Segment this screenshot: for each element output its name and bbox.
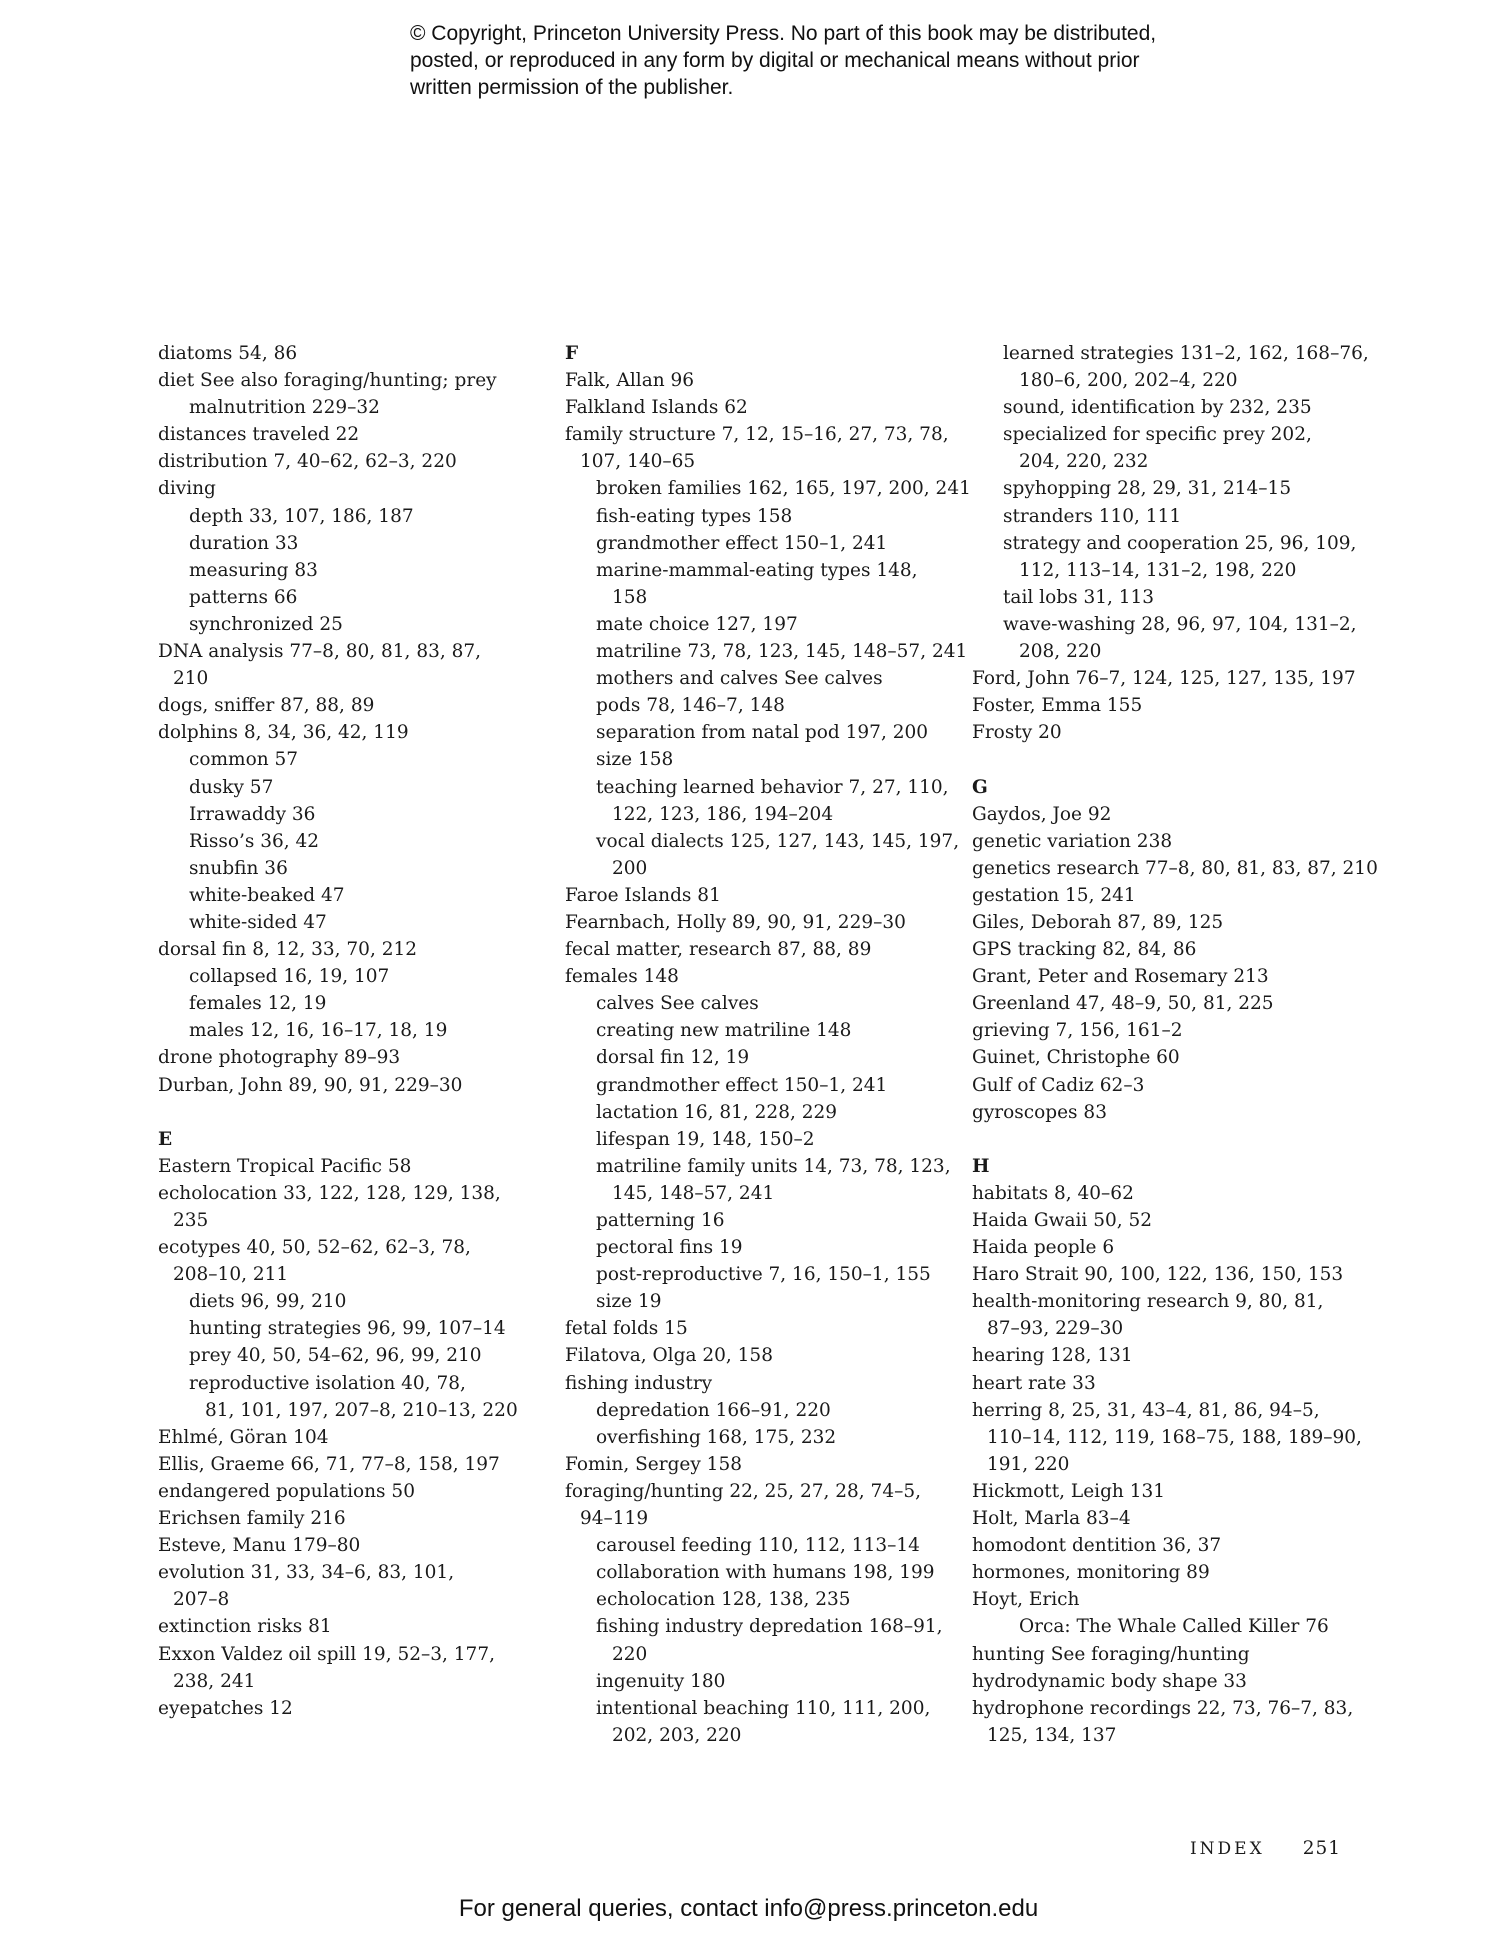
entry-line: Haro Strait 90, 100, 122, 136, 150, 153 <box>972 1264 1344 1286</box>
entry-line: dolphins 8, 34, 36, 42, 119 <box>158 722 409 744</box>
index-entry <box>972 1261 1352 1288</box>
entry-line: learned strategies 131–2, 162, 168–76, <box>1003 343 1369 364</box>
entry-line: hearing 128, 131 <box>972 1345 1133 1367</box>
index-entry <box>565 394 945 421</box>
entry-line: distances traveled 22 <box>158 424 360 446</box>
index-entry <box>565 882 945 909</box>
entry-line: strategy and cooperation 25, 96, 109, <box>1003 532 1357 554</box>
index-subentry <box>158 828 518 855</box>
section-letter: E <box>158 1128 173 1150</box>
entry-line: tail lobs 31, 113 <box>1003 586 1155 608</box>
index-subentry <box>565 692 945 719</box>
entry-line: gestation 15, 241 <box>972 884 1136 906</box>
entry-line: gyroscopes 83 <box>972 1101 1107 1123</box>
index-entry <box>565 1478 945 1532</box>
entry-line: stranders 110, 111 <box>1003 505 1182 527</box>
index-subentry <box>565 1153 951 1207</box>
entry-continuation: 107, 140–65 <box>580 451 696 473</box>
index-entry <box>972 1668 1352 1695</box>
entry-line: diving <box>158 478 216 500</box>
entry-line: habitats 8, 40–62 <box>972 1182 1134 1204</box>
entry-line: creating new matriline 148 <box>596 1020 852 1042</box>
entry-continuation: 207–8 <box>173 1589 230 1611</box>
index-subentry <box>972 530 1357 584</box>
index-subentry <box>565 1234 945 1261</box>
index-subentry <box>565 1668 945 1695</box>
index-entry <box>972 936 1352 963</box>
entry-line: GPS tracking 82, 84, 86 <box>972 939 1197 961</box>
index-entry <box>158 1180 518 1234</box>
index-subentry <box>158 394 518 421</box>
index-entry <box>158 1234 518 1288</box>
entry-line: Ford, John 76–7, 124, 125, 127, 135, 197 <box>972 668 1356 690</box>
entry-line: intentional beaching 110, 111, 200, <box>596 1697 931 1719</box>
index-subentry <box>158 801 518 828</box>
entry-line: teaching learned behavior 7, 27, 110, <box>596 776 949 798</box>
entry-line: sound, identification by 232, 235 <box>1003 397 1312 419</box>
entry-line: separation from natal pod 197, 200 <box>596 722 929 744</box>
index-entry <box>158 1613 518 1640</box>
index-entry <box>565 1451 945 1478</box>
entry-line: males 12, 16, 16–17, 18, 19 <box>189 1020 448 1042</box>
index-subentry <box>565 828 960 882</box>
entry-line: dogs, sniffer 87, 88, 89 <box>158 695 375 717</box>
entry-continuation: 220 <box>612 1643 648 1665</box>
entry-line: Erichsen family 216 <box>158 1508 346 1530</box>
entry-line: size 158 <box>596 749 674 771</box>
index-subentry <box>972 340 1369 394</box>
entry-line: grandmother effect 150–1, 241 <box>596 1074 888 1096</box>
entry-continuation: 158 <box>612 586 648 608</box>
index-entry <box>158 692 518 719</box>
section-gap <box>158 1099 518 1126</box>
entry-line: lifespan 19, 148, 150–2 <box>596 1128 815 1150</box>
entry-continuation: 210 <box>173 668 209 690</box>
index-subentry <box>158 990 518 1017</box>
entry-line: dusky 57 <box>189 776 274 798</box>
entry-line: fishing industry depredation 168–91, <box>596 1616 943 1638</box>
entry-line: evolution 31, 33, 34–6, 83, 101, <box>158 1562 455 1584</box>
entry-line: collapsed 16, 19, 107 <box>189 966 390 988</box>
index-subentry <box>158 530 518 557</box>
entry-line: homodont dentition 36, 37 <box>972 1535 1222 1557</box>
index-entry <box>972 1370 1352 1397</box>
entry-continuation: 238, 241 <box>173 1670 256 1692</box>
entry-continuation: 208–10, 211 <box>173 1264 289 1286</box>
entry-continuation: 180–6, 200, 202–4, 220 <box>1019 370 1238 392</box>
entry-line: Gulf of Cadiz 62–3 <box>972 1074 1145 1096</box>
entry-line: Eastern Tropical Pacific 58 <box>158 1155 412 1177</box>
entry-line: Foster, Emma 155 <box>972 695 1143 717</box>
entry-continuation: 202, 203, 220 <box>612 1724 742 1746</box>
entry-continuation: 110–14, 112, 119, 168–75, 188, 189–90, <box>987 1426 1362 1448</box>
index-subentry <box>565 1044 945 1071</box>
entry-line: diatoms 54, 86 <box>158 343 298 364</box>
index-subentry <box>158 909 518 936</box>
index-subentry <box>158 584 518 611</box>
entry-line: carousel feeding 110, 112, 113–14 <box>596 1535 920 1557</box>
index-entry <box>158 475 518 502</box>
entry-line: heart rate 33 <box>972 1372 1096 1394</box>
index-entry <box>972 1559 1352 1586</box>
index-entry <box>565 421 949 475</box>
index-entry <box>158 1478 518 1505</box>
entry-line: extinction risks 81 <box>158 1616 332 1638</box>
index-entry <box>158 638 518 692</box>
index-subentry <box>565 665 945 692</box>
index-entry <box>972 1397 1362 1478</box>
entry-line: herring 8, 25, 31, 43–4, 81, 86, 94–5, <box>972 1399 1320 1421</box>
footer-contact: For general queries, contact info@press.princeton.edu <box>458 1895 1039 1922</box>
entry-continuation: 112, 113–14, 131–2, 198, 220 <box>1019 559 1297 581</box>
entry-line: grieving 7, 156, 161–2 <box>972 1020 1183 1042</box>
index-subentry <box>972 475 1352 502</box>
index-subentry <box>158 855 518 882</box>
index-subentry <box>565 1017 945 1044</box>
entry-line: duration 33 <box>189 532 299 554</box>
entry-line: health-monitoring research 9, 80, 81, <box>972 1291 1324 1313</box>
entry-line: mate choice 127, 197 <box>596 613 798 635</box>
index-entry <box>972 1044 1352 1071</box>
entry-line: white-beaked 47 <box>189 884 345 906</box>
index-entry <box>972 1180 1352 1207</box>
entry-line: Greenland 47, 48–9, 50, 81, 225 <box>972 993 1274 1015</box>
entry-line: Hoyt, Erich <box>972 1589 1080 1611</box>
entry-line: eyepatches 12 <box>158 1697 293 1719</box>
index-subentry <box>565 774 949 828</box>
entry-line: Falk, Allan 96 <box>565 370 695 392</box>
entry-line: echolocation 33, 122, 128, 129, 138, <box>158 1182 501 1204</box>
index-entry <box>972 1695 1352 1749</box>
entry-line: Ehlmé, Göran 104 <box>158 1426 329 1448</box>
entry-line: Irrawaddy 36 <box>189 803 316 825</box>
entry-line: Haida people 6 <box>972 1237 1115 1259</box>
entry-line: Gaydos, Joe 92 <box>972 803 1112 825</box>
index-subentry <box>565 1397 945 1424</box>
entry-line: common 57 <box>189 749 299 771</box>
index-subentry <box>972 503 1352 530</box>
index-entry <box>158 1451 518 1478</box>
entry-continuation: 125, 134, 137 <box>987 1724 1117 1746</box>
entry-line: grandmother effect 150–1, 241 <box>596 532 888 554</box>
entry-line: Fomin, Sergey 158 <box>565 1453 742 1475</box>
entry-line: overfishing 168, 175, 232 <box>596 1426 837 1448</box>
index-subentry <box>158 1315 518 1342</box>
entry-continuation: 204, 220, 232 <box>1019 451 1149 473</box>
index-subentry <box>565 1613 945 1667</box>
index-subentry <box>158 1342 518 1369</box>
index-entry <box>565 367 945 394</box>
entry-line: patterning 16 <box>596 1210 725 1231</box>
index-subentry <box>158 611 518 638</box>
index-subentry <box>565 719 945 746</box>
index-subentry <box>565 503 945 530</box>
index-entry <box>158 1153 518 1180</box>
index-entry <box>972 909 1352 936</box>
entry-line: Exxon Valdez oil spill 19, 52–3, 177, <box>158 1643 495 1665</box>
entry-line: snubfin 36 <box>189 857 288 879</box>
index-subentry <box>565 611 945 638</box>
index-subentry <box>972 611 1357 665</box>
entry-line: collaboration with humans 198, 199 <box>596 1562 935 1584</box>
index-entry <box>972 1586 1352 1613</box>
entry-line: Grant, Peter and Rosemary 213 <box>972 966 1269 988</box>
section-letter: G <box>972 776 988 798</box>
index-subentry <box>565 746 945 773</box>
index-subentry <box>565 1424 945 1451</box>
index-subentry <box>158 774 518 801</box>
entry-line: Fearnbach, Holly 89, 90, 91, 229–30 <box>565 911 906 933</box>
index-entry <box>972 1017 1352 1044</box>
entry-line: measuring 83 <box>189 559 318 581</box>
index-entry <box>158 448 518 475</box>
entry-line: genetics research 77–8, 80, 81, 83, 87, 210 <box>972 857 1378 879</box>
entry-line: dorsal fin 12, 19 <box>596 1047 750 1069</box>
index-column-3 <box>972 340 1378 1749</box>
index-entry <box>565 1370 945 1397</box>
entry-line: lactation 16, 81, 228, 229 <box>596 1101 838 1123</box>
entry-line: fish-eating types 158 <box>596 505 793 527</box>
index-entry <box>158 1695 518 1722</box>
index-subentry <box>158 503 518 530</box>
entry-line: diet See also foraging/hunting; prey <box>158 370 497 392</box>
index-entry <box>972 855 1378 882</box>
entry-line: vocal dialects 125, 127, 143, 145, 197, <box>596 830 960 852</box>
index-entry <box>158 340 518 367</box>
index-subentry <box>565 557 945 611</box>
index-entry <box>158 936 518 963</box>
entry-line: fishing industry <box>565 1372 713 1394</box>
entry-line: Ellis, Graeme 66, 71, 77–8, 158, 197 <box>158 1453 500 1475</box>
index-subentry <box>565 1586 945 1613</box>
index-entry <box>972 828 1352 855</box>
index-subentry <box>158 963 518 990</box>
entry-line: Haida Gwaii 50, 52 <box>972 1210 1153 1231</box>
entry-line: matriline family units 14, 73, 78, 123, <box>596 1155 951 1177</box>
section-gap <box>972 746 1352 773</box>
index-subentry <box>565 530 945 557</box>
index-subentry <box>158 1288 518 1315</box>
index-entry <box>565 1342 945 1369</box>
entry-line: depth 33, 107, 186, 187 <box>189 505 414 527</box>
entry-line: diets 96, 99, 210 <box>189 1291 347 1313</box>
index-subentry <box>565 990 945 1017</box>
entry-line: Risso’s 36, 42 <box>189 830 320 852</box>
entry-line: hormones, monitoring 89 <box>972 1562 1210 1584</box>
entry-line: echolocation 128, 138, 235 <box>596 1589 851 1611</box>
index-entry <box>972 1342 1352 1369</box>
index-entry <box>972 1207 1352 1234</box>
entry-line: foraging/hunting 22, 25, 27, 28, 74–5, <box>565 1480 921 1502</box>
entry-line: females 148 <box>565 966 679 988</box>
entry-continuation: 145, 148–57, 241 <box>612 1182 775 1204</box>
index-subentry <box>565 1695 945 1749</box>
index-entry <box>972 1641 1352 1668</box>
index-subentry <box>972 584 1352 611</box>
entry-line: genetic variation 238 <box>972 830 1173 852</box>
entry-line: synchronized 25 <box>189 613 343 635</box>
index-subentry <box>565 638 968 665</box>
index-entry <box>158 421 518 448</box>
index-subentry <box>565 1532 945 1559</box>
entry-line: DNA analysis 77–8, 80, 81, 83, 87, <box>158 641 482 663</box>
index-entry <box>972 692 1352 719</box>
index-entry <box>565 1315 945 1342</box>
entry-line: fetal folds 15 <box>565 1318 688 1340</box>
entry-continuation: 81, 101, 197, 207–8, 210–13, 220 <box>205 1399 518 1421</box>
entry-continuation: 208, 220 <box>1019 641 1102 663</box>
index-entry <box>972 1288 1352 1342</box>
entry-line: marine-mammal-eating types 148, <box>596 559 918 581</box>
entry-line: fecal matter, research 87, 88, 89 <box>565 939 872 961</box>
index-entry <box>158 1641 518 1695</box>
entry-line: Guinet, Christophe 60 <box>972 1047 1180 1069</box>
entry-line: hunting strategies 96, 99, 107–14 <box>189 1318 506 1340</box>
entry-line: calves See calves <box>596 993 759 1015</box>
index-entry <box>972 1072 1352 1099</box>
index-entry <box>972 1099 1352 1126</box>
entry-line: spyhopping 28, 29, 31, 214–15 <box>1003 478 1292 500</box>
entry-line: ecotypes 40, 50, 52–62, 62–3, 78, <box>158 1237 471 1259</box>
entry-line: distribution 7, 40–62, 62–3, 220 <box>158 451 457 473</box>
entry-continuation: 122, 123, 186, 194–204 <box>612 803 834 825</box>
copyright-notice: © Copyright, Princeton University Press. No part of this book may be distributed, posted, or reproduced in any form by digital or mechanical means without prior written permission of the publisher. <box>410 22 1157 99</box>
index-entry <box>158 719 518 746</box>
index-subentry <box>565 1126 945 1153</box>
index-entry <box>972 1478 1352 1505</box>
index-entry <box>565 936 945 963</box>
entry-line: pods 78, 146–7, 148 <box>596 695 785 717</box>
index-subentry <box>972 394 1352 421</box>
running-head-label: INDEX <box>1189 1839 1265 1859</box>
index-entry <box>972 882 1352 909</box>
index-entry <box>158 1559 518 1613</box>
entry-line: malnutrition 229–32 <box>189 397 380 419</box>
index-entry <box>972 719 1352 746</box>
index-entry <box>158 1424 518 1451</box>
index-subentry <box>565 1261 945 1288</box>
entry-line: hydrodynamic body shape 33 <box>972 1670 1247 1692</box>
index-subentry <box>158 557 518 584</box>
entry-line: Filatova, Olga 20, 158 <box>565 1345 773 1367</box>
index-column-2 <box>565 340 971 1749</box>
index-subentry <box>565 475 971 502</box>
entry-line: family structure 7, 12, 15–16, 27, 73, 78, <box>565 424 949 446</box>
running-footer <box>1190 1838 1341 1859</box>
entry-continuation: 191, 220 <box>987 1453 1070 1475</box>
entry-line: specialized for specific prey 202, <box>1003 424 1312 446</box>
index-entry <box>972 1532 1352 1559</box>
entry-line: Giles, Deborah 87, 89, 125 <box>972 911 1224 933</box>
entry-line: post-reproductive 7, 16, 150–1, 155 <box>596 1264 931 1286</box>
entry-line: Hickmott, Leigh 131 <box>972 1480 1166 1502</box>
index-entry <box>158 367 518 394</box>
section-gap <box>972 1126 1352 1153</box>
index-subentry <box>565 1072 945 1099</box>
index-entry <box>565 963 945 990</box>
index-entry <box>972 990 1352 1017</box>
entry-line: matriline 73, 78, 123, 145, 148–57, 241 <box>596 641 968 663</box>
index-subentry <box>972 1613 1352 1640</box>
entry-line: size 19 <box>596 1291 662 1313</box>
index-entry <box>972 1234 1352 1261</box>
index-subentry <box>158 1370 518 1424</box>
index-subentry <box>158 882 518 909</box>
index-entry <box>158 1505 518 1532</box>
entry-line: drone photography 89–93 <box>158 1047 401 1069</box>
entry-line: broken families 162, 165, 197, 200, 241 <box>596 478 971 500</box>
entry-line: Durban, John 89, 90, 91, 229–30 <box>158 1074 463 1096</box>
index-entry <box>565 909 945 936</box>
entry-line: patterns 66 <box>189 586 298 608</box>
entry-continuation: 87–93, 229–30 <box>987 1318 1124 1340</box>
page-number: 251 <box>1302 1838 1341 1859</box>
index-entry <box>972 1505 1352 1532</box>
entry-line: hunting See foraging/hunting <box>972 1643 1250 1665</box>
entry-line: hydrophone recordings 22, 73, 76–7, 83, <box>972 1697 1354 1719</box>
entry-line: prey 40, 50, 54–62, 96, 99, 210 <box>189 1345 482 1367</box>
entry-line: mothers and calves See calves <box>596 668 883 690</box>
index-subentry <box>158 746 518 773</box>
index-subentry <box>565 1288 945 1315</box>
entry-line: depredation 166–91, 220 <box>596 1399 831 1421</box>
entry-continuation: 94–119 <box>580 1508 649 1530</box>
entry-line: Orca: The Whale Called Killer 76 <box>1019 1616 1329 1638</box>
entry-line: wave-washing 28, 96, 97, 104, 131–2, <box>1003 613 1357 635</box>
entry-continuation: 235 <box>173 1210 209 1231</box>
index-entry <box>158 1072 518 1099</box>
index-entry <box>972 963 1352 990</box>
entry-line: Holt, Marla 83–4 <box>972 1508 1131 1530</box>
index-subentry <box>565 1207 945 1234</box>
section-letter: H <box>972 1155 990 1177</box>
index-subentry <box>972 421 1352 475</box>
index-entry <box>972 801 1352 828</box>
entry-continuation: 200 <box>612 857 648 879</box>
section-letter: F <box>565 343 579 364</box>
index-subentry <box>565 1559 945 1586</box>
index-entry <box>972 665 1356 692</box>
entry-line: endangered populations 50 <box>158 1480 415 1502</box>
index-entry <box>158 1044 518 1071</box>
entry-line: ingenuity 180 <box>596 1670 726 1692</box>
index-subentry <box>158 1017 518 1044</box>
entry-line: Esteve, Manu 179–80 <box>158 1535 361 1557</box>
entry-line: dorsal fin 8, 12, 33, 70, 212 <box>158 939 418 961</box>
entry-line: reproductive isolation 40, 78, <box>189 1372 466 1394</box>
entry-line: Faroe Islands 81 <box>565 884 721 906</box>
entry-line: Falkland Islands 62 <box>565 397 748 419</box>
entry-line: white-sided 47 <box>189 911 327 933</box>
entry-line: Frosty 20 <box>972 722 1062 744</box>
index-subentry <box>565 1099 945 1126</box>
entry-line: pectoral fins 19 <box>596 1237 743 1259</box>
entry-line: females 12, 19 <box>189 993 327 1015</box>
index-column-1 <box>158 340 518 1722</box>
index-entry <box>158 1532 518 1559</box>
